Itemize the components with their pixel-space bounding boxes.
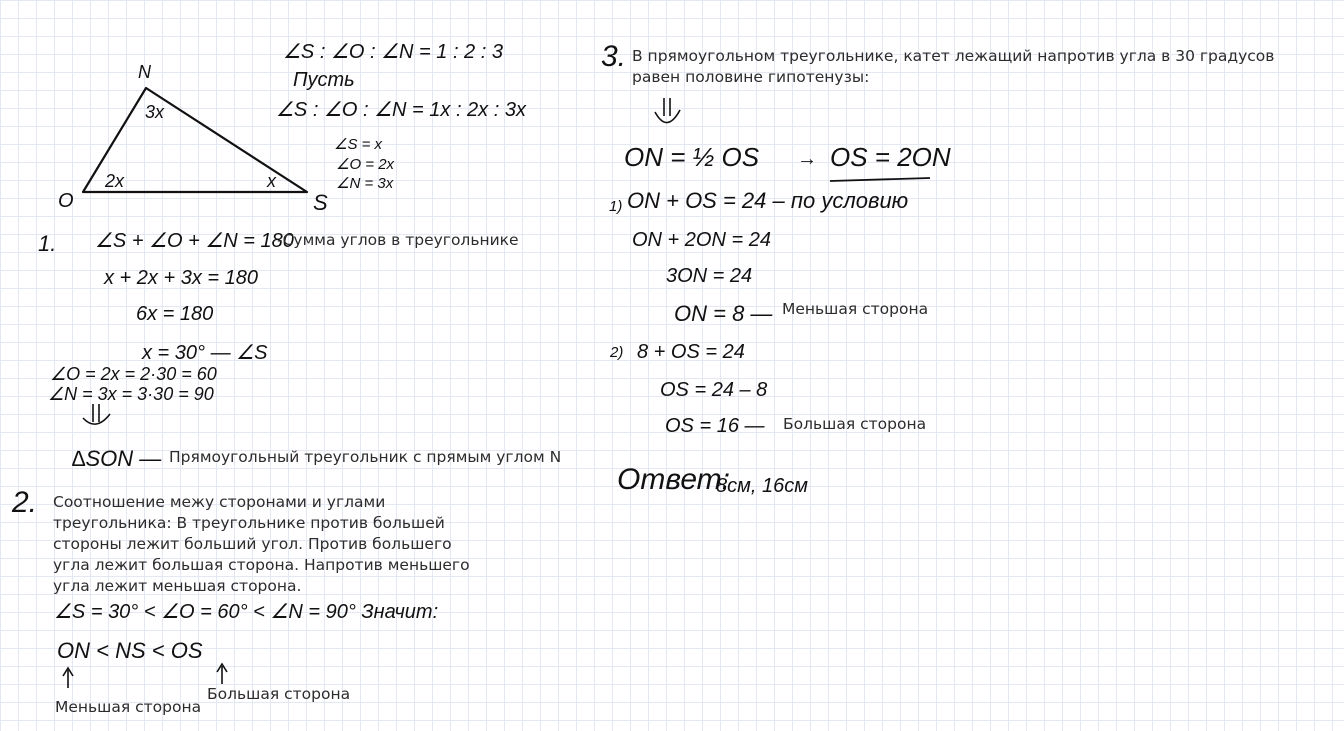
step3-statement: В прямоугольном треугольнике, катет лежащий напротив угла в 30 градусов равен половине гипотенузы:	[632, 47, 1275, 86]
implies-arrow-left	[83, 404, 110, 424]
step3-eq2: ON + 2ON = 24	[632, 229, 771, 251]
step2-text: Соотношение межу сторонами и углами треугольника: В треугольнике против большей стороны лежит больший угол. Против большего угла лежит большая сторона. Напротив меньшего угла лежит меньшая сторона.	[53, 493, 470, 595]
step3-formula-left: ON = ½ OS	[624, 142, 760, 172]
given-ratio: ∠S : ∠O : ∠N = 1 : 2 : 3	[283, 41, 503, 63]
step3-eq6: OS = 24 – 8	[660, 379, 768, 401]
angle-n-label: 3x	[145, 102, 165, 122]
vertex-n-label: N	[138, 62, 151, 82]
angle-o-label: 2x	[105, 171, 125, 191]
step1-angle-n: ∠N = 3x = 3·30 = 90	[48, 384, 214, 404]
step2-number: 2.	[12, 486, 38, 519]
step3-eq7-note: Большая сторона	[783, 415, 927, 433]
step1-line2: x + 2x + 3x = 180	[104, 267, 258, 289]
step1-sum-note: -Сумма углов в треугольнике	[277, 231, 519, 249]
angle-s-label: x	[267, 171, 276, 191]
vertex-s-label: S	[313, 190, 328, 215]
step3-number: 3.	[601, 40, 627, 73]
step3-sub2-number: 2)	[610, 344, 624, 361]
step1-number: 1.	[38, 231, 57, 256]
step3-formula-right: OS = 2ON	[830, 142, 951, 172]
step1-triangle-note: Прямоугольный треугольник с прямым углом N	[169, 448, 562, 466]
given-s-eq: ∠S = x	[334, 136, 383, 153]
step1-sum-eq: ∠S + ∠O + ∠N = 180	[95, 230, 294, 252]
step1-line3: 6x = 180	[136, 303, 214, 325]
step3-eq3: 3ON = 24	[666, 265, 753, 287]
step3-eq4-note: Меньшая сторона	[782, 300, 929, 318]
step1-line4: x = 30° — ∠S	[142, 342, 268, 364]
vertex-o-label: O	[58, 190, 74, 212]
step3-eq4: ON = 8 —	[674, 301, 773, 326]
implies-arrow-right	[655, 98, 680, 123]
answer-label: Ответ:	[617, 463, 730, 496]
up-arrow-on	[63, 668, 73, 688]
step3-sub1-number: 1)	[609, 198, 623, 215]
step1-triangle-label: ∆SON —	[72, 446, 162, 471]
given-n-eq: ∠N = 3x	[336, 175, 394, 192]
step2-larger-label: Большая сторона	[207, 685, 351, 703]
step2-angles-line: ∠S = 30° < ∠O = 60° < ∠N = 90° Значит:	[54, 601, 439, 623]
given-o-eq: ∠O = 2x	[336, 156, 395, 173]
step3-formula-arrow: →	[797, 148, 817, 170]
step3-eq7: OS = 16 —	[665, 415, 765, 437]
step2-smaller-label: Меньшая сторона	[55, 698, 202, 716]
step3-eq1: ON + OS = 24 – по условию	[627, 188, 909, 213]
given-ratio-x: ∠S : ∠O : ∠N = 1x : 2x : 3x	[276, 99, 526, 121]
step2-sides-line: ON < NS < OS	[57, 638, 203, 663]
formula-underline	[830, 178, 930, 181]
given-let: Пусть	[293, 69, 355, 91]
up-arrow-os	[217, 664, 227, 684]
step1-angle-o: ∠O = 2x = 2·30 = 60	[50, 364, 217, 384]
answer-value: 8см, 16см	[716, 475, 808, 497]
step3-eq5: 8 + OS = 24	[637, 341, 745, 363]
